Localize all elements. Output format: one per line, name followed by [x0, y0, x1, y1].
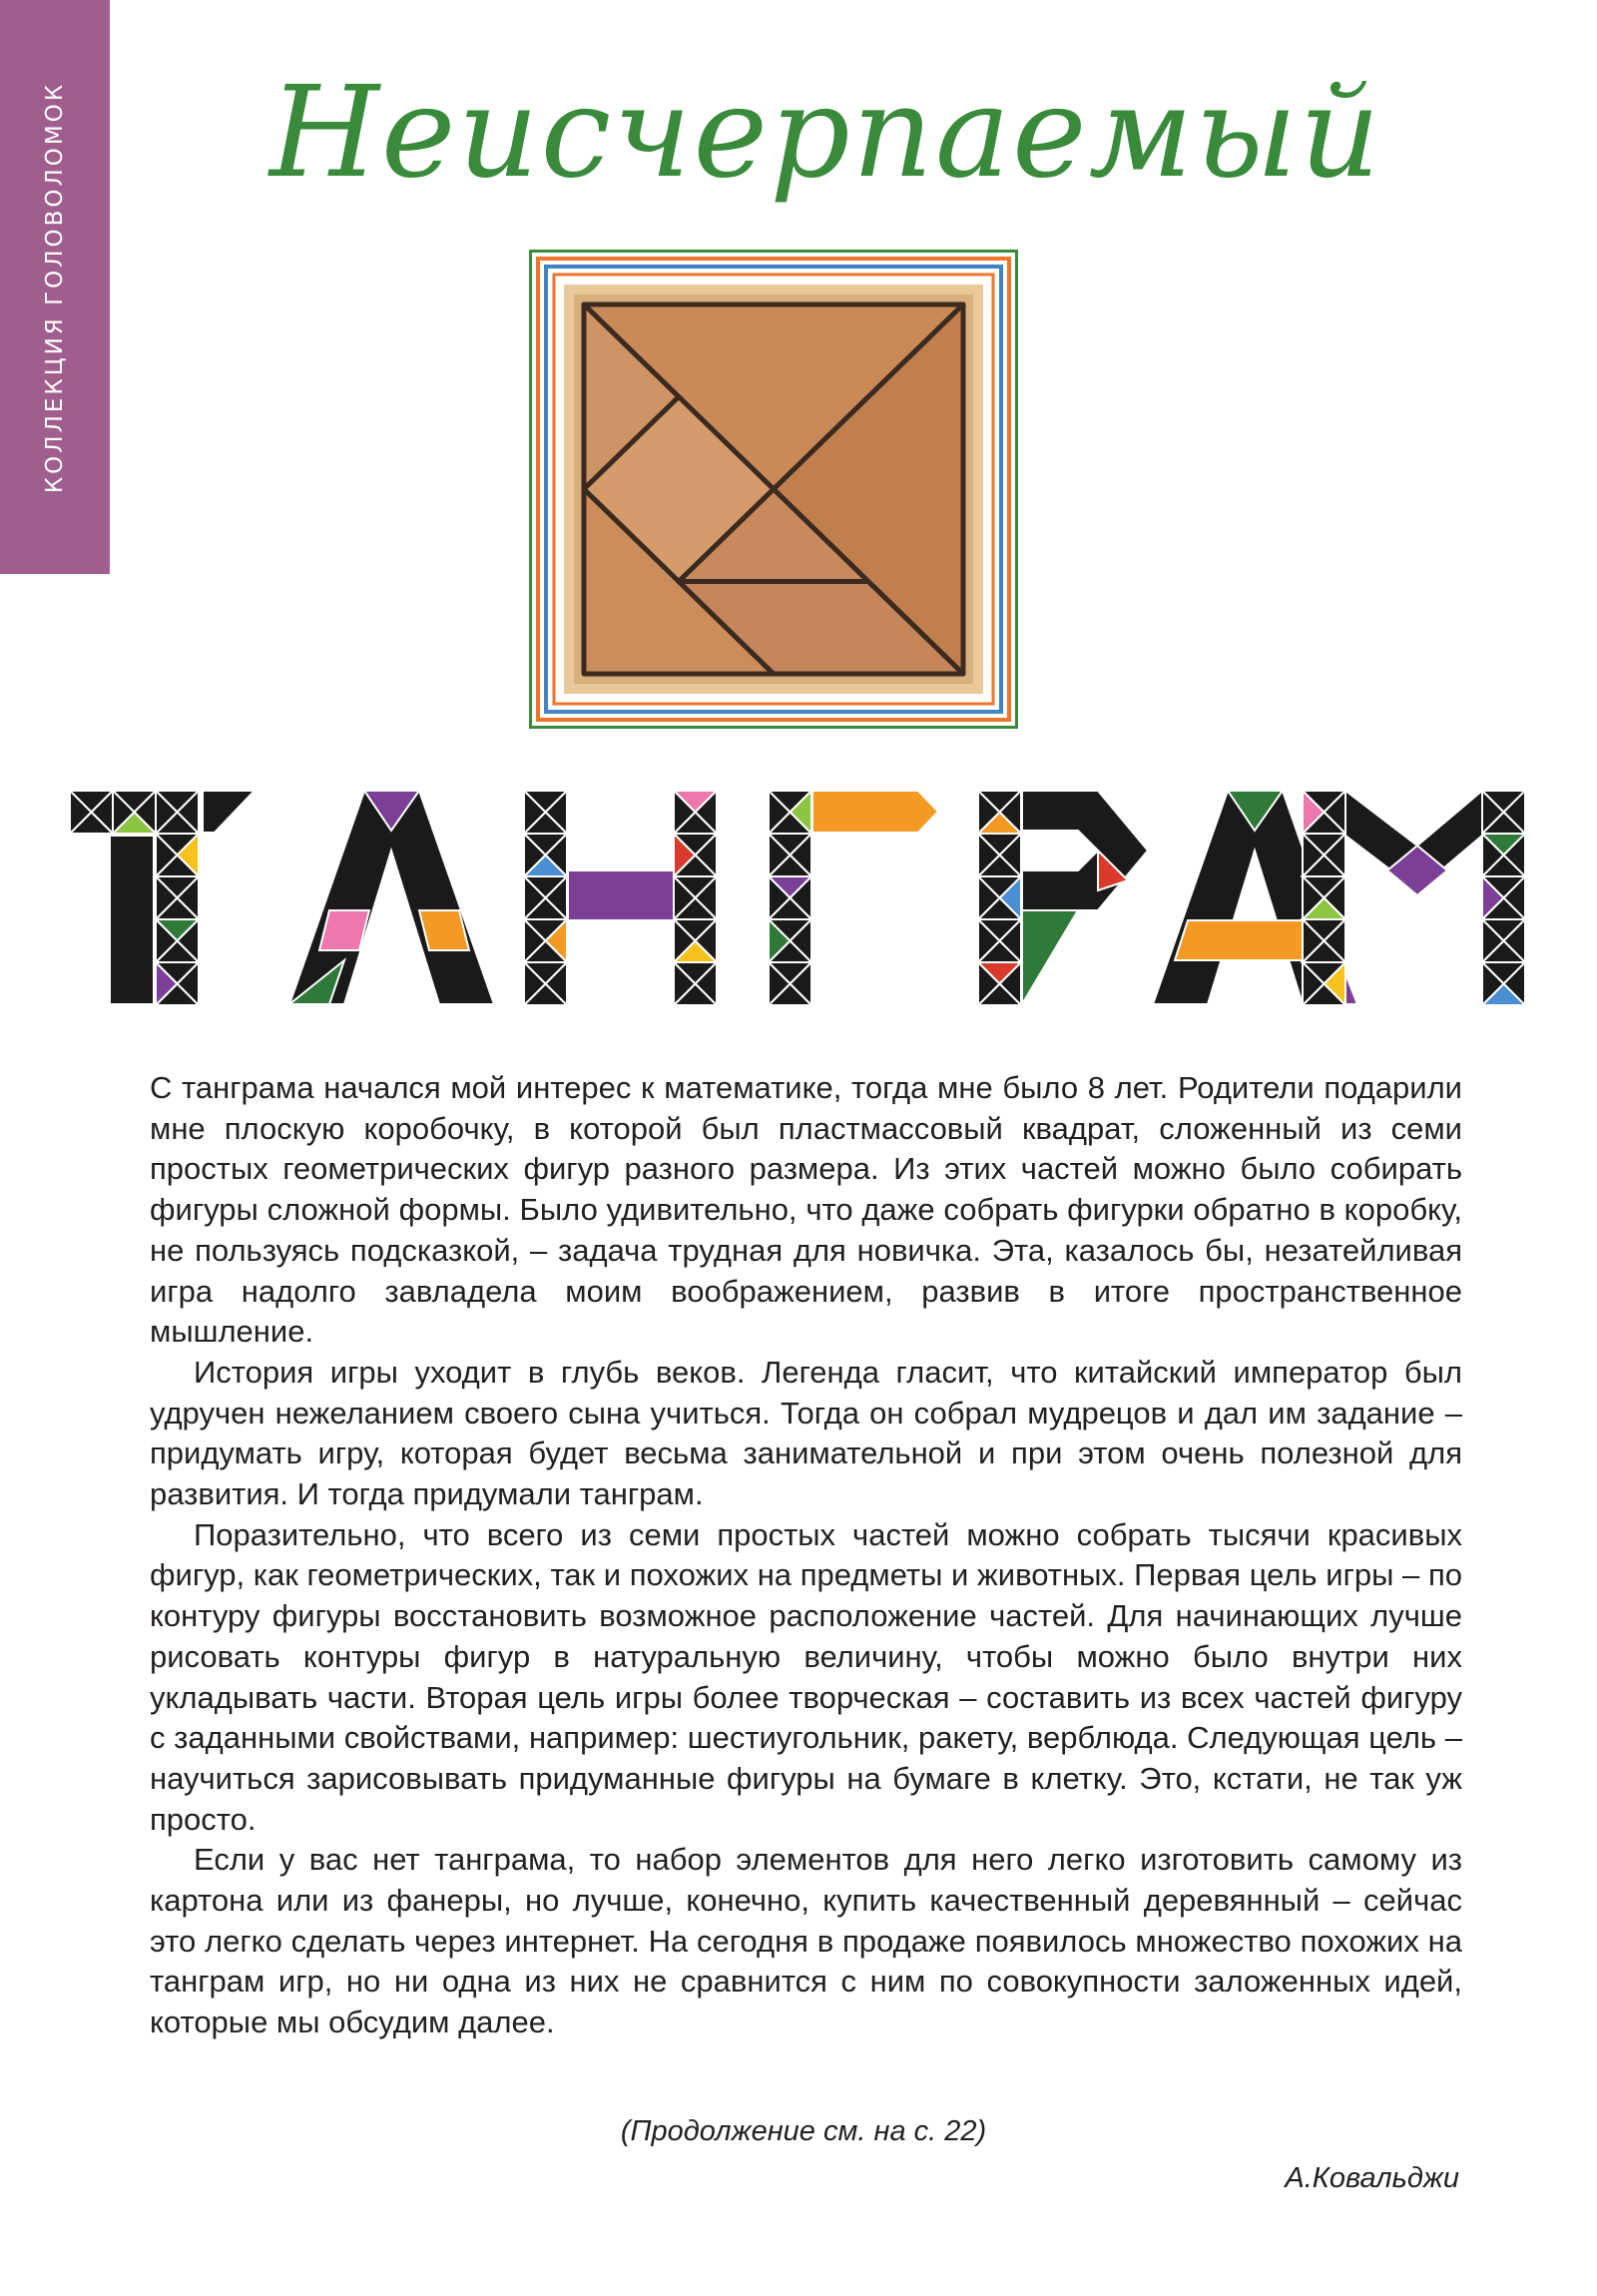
letter-block	[203, 791, 255, 833]
letter-block	[419, 910, 469, 950]
tangram-photo	[529, 250, 1018, 729]
letter-block	[1022, 791, 1148, 910]
continuation-note: (Продолжение см. на с. 22)	[620, 2115, 987, 2147]
letter-block	[319, 910, 369, 950]
tangram-title-art	[70, 791, 1527, 1012]
letter-block	[110, 836, 154, 1004]
paragraph: С танграма начался мой интерес к математике, тогда мне было 8 лет. Родители подарили мне плоскую коробочку, в которой был пластмассовый квадрат, сложенный из семи простых геометрических фигур разного размера. Из этих частей можно было собирать фигуры сложной формы. Было удивительно, что даже собрать фигурки обратно в коробку, не пользуясь подсказкой, – задача трудная для новичка. Эта, казалось бы, незатейливая игра надолго завладела моим воображением, развив в итоге пространственное мышление.	[150, 1070, 1462, 1350]
paragraph: Поразительно, что всего из семи простых частей можно собрать тысячи красивых фигур, как геометрических, так и похожих на предметы и животных. Первая цель игры – по контуру фигуры восстановить возможное расположение частей. Для начинающих лучше рисовать контуры фигур в натуральную величину, чтобы можно было внутри них укладывать части. Вторая цель игры более творческая – составить из всех частей фигуру с заданными свойствами, например: шестиугольник, ракету, верблюда. Следующая цель – научиться зарисовывать придуманные фигуры на бумаге в клетку. Это, кстати, не так уж просто.	[150, 1516, 1462, 1837]
author-signature: А.Ковальджи	[1285, 2162, 1459, 2194]
tangram-box-illustration	[532, 253, 1015, 726]
article-body	[150, 1068, 1462, 2043]
paragraph: Если у вас нет танграма, то набор элементов для него легко изготовить самому из картона или из фанеры, но лучше, конечно, купить качественный деревянный – сейчас это легко сделать через интернет. На сегодня в продаже появилось множество похожих на танграм игр, но ни одна из них не сравнится с ним по совокупности заложенных идей, которые мы обсудим далее.	[150, 1842, 1462, 2040]
letter-block	[1022, 910, 1078, 1004]
letter-block	[568, 870, 674, 920]
letter-block	[812, 791, 938, 833]
section-tab	[0, 0, 110, 574]
headline: Неисчерпаемый	[269, 59, 1382, 206]
section-tab-label: КОЛЛЕКЦИЯ ГОЛОВОЛОМОК	[42, 81, 69, 493]
paragraph: История игры уходит в глубь веков. Легенда гласит, что китайский император был удручен нежеланием своего сына учиться. Тогда он собрал мудрецов и дал им задание – придумать игру, которая будет весьма занимательной и при этом очень полезной для развития. И тогда придумали танграм.	[150, 1354, 1462, 1512]
